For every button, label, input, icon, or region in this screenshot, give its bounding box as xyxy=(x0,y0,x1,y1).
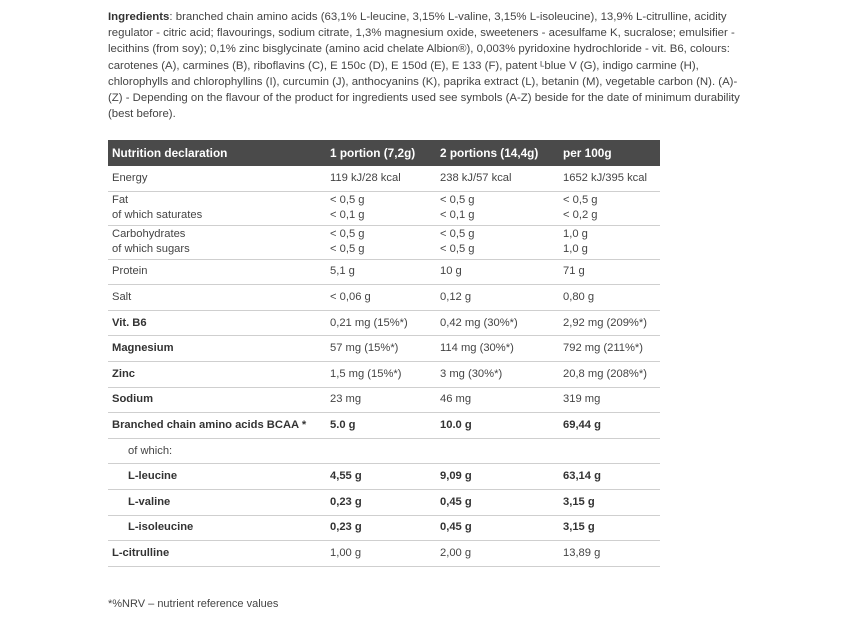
sugars-value: < 0,5 g xyxy=(440,243,475,256)
value-two-portions xyxy=(436,438,559,464)
value-one-portion: 0,23 g xyxy=(326,489,436,515)
table-row-protein xyxy=(108,259,660,285)
value-one-portion: 4,55 g xyxy=(326,464,436,490)
row-label: L-leucine xyxy=(108,464,326,490)
value-two-portions: 10 g xyxy=(436,259,559,285)
value-two-portions xyxy=(436,191,559,225)
nrv-footnote: *%NRV – nutrient reference values xyxy=(108,598,279,610)
value-one-portion: 5.0 g xyxy=(326,413,436,439)
table-row-magnesium xyxy=(108,336,660,362)
saturates-value: < 0,2 g xyxy=(563,209,598,222)
value-two-portions: 46 mg xyxy=(436,387,559,413)
value-one-portion: 119 kJ/28 kcal xyxy=(326,166,436,191)
sugars-value: 1,0 g xyxy=(563,243,588,256)
value-per-100g: 69,44 g xyxy=(559,413,660,439)
value-per-100g: 71 g xyxy=(559,259,660,285)
row-label: of which: xyxy=(108,438,326,464)
value-per-100g: 3,15 g xyxy=(559,489,660,515)
row-label: L-valine xyxy=(108,489,326,515)
fat-value: < 0,5 g xyxy=(440,193,475,206)
value-per-100g xyxy=(559,225,660,259)
value-one-portion: 0,21 mg (15%*) xyxy=(326,310,436,336)
header-per-100g: per 100g xyxy=(559,140,660,166)
value-two-portions: 9,09 g xyxy=(436,464,559,490)
table-row-salt xyxy=(108,285,660,311)
carbohydrates-value: < 0,5 g xyxy=(440,227,475,240)
value-per-100g: 792 mg (211%*) xyxy=(559,336,660,362)
table-row-l-citrulline xyxy=(108,541,660,567)
row-label: Salt xyxy=(108,285,326,311)
fat-value: < 0,5 g xyxy=(563,193,598,206)
sugars-value: < 0,5 g xyxy=(330,243,365,256)
table-row-bcaa xyxy=(108,413,660,439)
value-per-100g: 13,89 g xyxy=(559,541,660,567)
nutrition-table xyxy=(108,140,660,567)
table-row-of-which xyxy=(108,438,660,464)
carbohydrates-value: < 0,5 g xyxy=(330,227,365,240)
row-label: Sodium xyxy=(108,387,326,413)
row-label xyxy=(108,191,326,225)
value-one-portion: 23 mg xyxy=(326,387,436,413)
fat-value: < 0,5 g xyxy=(330,193,365,206)
value-per-100g: 20,8 mg (208%*) xyxy=(559,361,660,387)
value-one-portion: 1,5 mg (15%*) xyxy=(326,361,436,387)
saturates-value: < 0,1 g xyxy=(440,209,475,222)
nutrition-table-body xyxy=(108,166,660,566)
table-row-zinc xyxy=(108,361,660,387)
table-row-l-leucine xyxy=(108,464,660,490)
value-one-portion: 0,23 g xyxy=(326,515,436,541)
table-row-fat xyxy=(108,191,660,225)
value-one-portion xyxy=(326,438,436,464)
value-two-portions: 0,12 g xyxy=(436,285,559,311)
table-row-energy xyxy=(108,166,660,191)
value-per-100g: 0,80 g xyxy=(559,285,660,311)
value-per-100g: 319 mg xyxy=(559,387,660,413)
ingredients-label: Ingredients xyxy=(108,11,170,23)
value-one-portion: 1,00 g xyxy=(326,541,436,567)
header-one-portion: 1 portion (7,2g) xyxy=(326,140,436,166)
header-nutrition-declaration: Nutrition declaration xyxy=(108,140,326,166)
value-two-portions: 238 kJ/57 kcal xyxy=(436,166,559,191)
value-per-100g: 1652 kJ/395 kcal xyxy=(559,166,660,191)
saturates-label: of which saturates xyxy=(112,209,203,222)
saturates-value: < 0,1 g xyxy=(330,209,365,222)
value-two-portions: 2,00 g xyxy=(436,541,559,567)
ingredients-text xyxy=(108,9,748,122)
value-two-portions xyxy=(436,225,559,259)
table-row-vit-b6 xyxy=(108,310,660,336)
value-two-portions: 3 mg (30%*) xyxy=(436,361,559,387)
value-two-portions: 0,42 mg (30%*) xyxy=(436,310,559,336)
table-row-carbohydrates xyxy=(108,225,660,259)
value-two-portions: 0,45 g xyxy=(436,515,559,541)
row-label: Energy xyxy=(108,166,326,191)
header-two-portions: 2 portions (14,4g) xyxy=(436,140,559,166)
row-label: Magnesium xyxy=(108,336,326,362)
sugars-label: of which sugars xyxy=(112,243,190,256)
fat-label: Fat xyxy=(112,193,129,206)
value-two-portions: 114 mg (30%*) xyxy=(436,336,559,362)
nutrition-table-header xyxy=(108,140,660,166)
table-row-l-isoleucine xyxy=(108,515,660,541)
table-row-l-valine xyxy=(108,489,660,515)
value-per-100g xyxy=(559,438,660,464)
value-one-portion: 5,1 g xyxy=(326,259,436,285)
row-label xyxy=(108,225,326,259)
value-per-100g: 2,92 mg (209%*) xyxy=(559,310,660,336)
row-label: L-citrulline xyxy=(108,541,326,567)
value-one-portion: 57 mg (15%*) xyxy=(326,336,436,362)
carbohydrates-label: Carbohydrates xyxy=(112,227,186,240)
value-one-portion xyxy=(326,191,436,225)
value-one-portion: < 0,06 g xyxy=(326,285,436,311)
row-label: Zinc xyxy=(108,361,326,387)
value-per-100g xyxy=(559,191,660,225)
value-per-100g: 63,14 g xyxy=(559,464,660,490)
value-two-portions: 0,45 g xyxy=(436,489,559,515)
value-two-portions: 10.0 g xyxy=(436,413,559,439)
row-label: Vit. B6 xyxy=(108,310,326,336)
row-label: Protein xyxy=(108,259,326,285)
value-per-100g: 3,15 g xyxy=(559,515,660,541)
carbohydrates-value: 1,0 g xyxy=(563,227,588,240)
value-one-portion xyxy=(326,225,436,259)
row-label: Branched chain amino acids BCAA * xyxy=(108,413,326,439)
ingredients-list: : branched chain amino acids (63,1% L-leucine, 3,15% L-valine, 3,15% L-isoleucine), 13,9% L-citrulline, acidity regulator - citric acid; flavourings, sodium citrate, 1,3% magnesium oxide, sweeteners - acesulfame K, sucralose; emulsifier - lecithins (from soy); 0,1% zinc bisglycinate (amino acid chelate Albion®), 0,003% pyridoxine hydrochloride - vit. B6, colours: carotenes (A), carmines (B), riboflavins (C), E 150c (D), E 150d (E), E 133 (F), patent ᴸblue V (G), indigo carmine (H), chlorophylls and chlorophyllins (I), curcumin (J), anthocyanins (K), paprika extract (L), betanin (M), vegetable carbon (N). (A)-(Z) - Depending on the flavour of the product for ingredients used see symbols (A-Z) beside for the date of minimum durability (best before). xyxy=(108,11,740,121)
header-row xyxy=(108,140,660,166)
row-label: L-isoleucine xyxy=(108,515,326,541)
table-row-sodium xyxy=(108,387,660,413)
